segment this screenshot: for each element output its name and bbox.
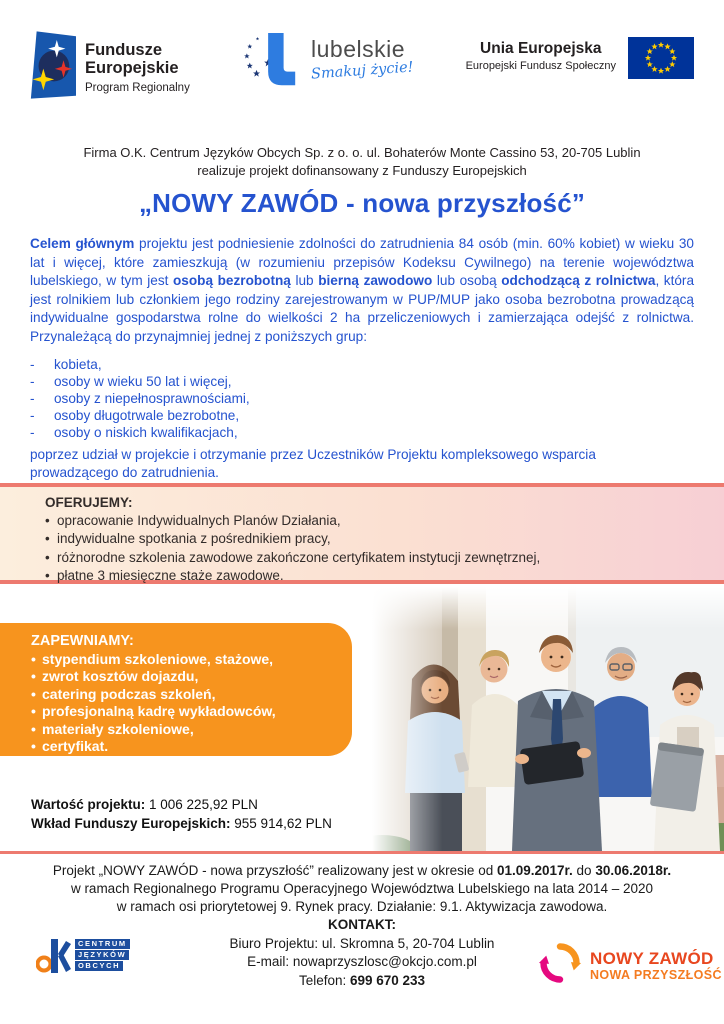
provide-item: [31, 703, 342, 721]
contact-title: KONTAKT:: [328, 917, 396, 932]
bullet-marker: •: [45, 513, 50, 528]
offer-item-label: płatne 3 miesięczne staże zawodowe.: [57, 567, 284, 583]
group-item: [30, 373, 650, 390]
provide-item-label: materiały szkoleniowe,: [42, 720, 194, 737]
offer-item-label: opracowanie Indywidualnych Planów Działania,: [57, 513, 341, 528]
offer-item: [45, 530, 704, 548]
about-seg6: lub osobą: [432, 273, 502, 289]
logo-lubelskie: [243, 31, 414, 98]
bullet-marker: •: [45, 531, 50, 547]
provide-title: ZAPEWNIAMY:: [31, 633, 134, 649]
offer-list: [45, 512, 704, 585]
ok-logo-text: [75, 938, 130, 971]
group-item-label: osoby o niskich kwalifikacjach,: [54, 425, 238, 440]
logo-nowy-zawod: [538, 941, 722, 990]
photo-fade-overlay: [372, 587, 724, 851]
budget-total-value: 1 006 225,92 PLN: [145, 797, 258, 812]
fundusze-title-line1: Fundusze: [85, 41, 162, 59]
about-seg2: projektu jest podniesienie zdolności do zatrudnienia 84 osób (min. 60% kobiet) w wieku 30 lat i więcej, które zamieszkują (w rozumieniu przepisów Kodeksu Cywilnego) na terenie województwa lubelskiego, w tym jest: [30, 236, 694, 289]
offer-item-label: różnorodne szkolenia zawodowe zakończone certyfikatem instytucji zewnętrznej,: [57, 549, 541, 565]
bullet-marker: •: [31, 720, 36, 737]
budget-eu-label: Wkład Funduszy Europejskich:: [31, 816, 231, 831]
lubelskie-name: lubelskie: [311, 36, 405, 62]
axis-line: w ramach osi priorytetowej 9. Rynek pracy. Działanie: 9.1. Aktywizacja zawodowa.: [116, 899, 608, 914]
period-start-date: 01.09.2017r.: [496, 863, 573, 878]
bullet-marker: •: [31, 703, 36, 719]
group-item-label: osoby z niepełnosprawnościami,: [54, 391, 250, 406]
project-period-block: [0, 862, 724, 916]
eu-flag-icon: [628, 37, 694, 84]
group-item: [30, 407, 650, 424]
lubelskie-l-icon: [243, 31, 301, 98]
provide-item-label: stypendium szkoleniowe, stażowe,: [42, 650, 274, 667]
provide-item-label: certyfikat.: [42, 738, 109, 754]
offer-section: [0, 483, 724, 584]
group-item: [30, 424, 650, 441]
fundusze-subtitle: Program Regionalny: [85, 82, 190, 94]
lubelskie-logo-text: [310, 31, 414, 83]
dash-marker: -: [30, 425, 35, 440]
budget-eu-value: 955 914,62 PLN: [230, 816, 332, 831]
bullet-marker: •: [31, 650, 36, 667]
about-seg-bold2: osobą bezrobotną: [173, 273, 291, 289]
provide-item: [31, 738, 342, 756]
provide-item: [31, 686, 342, 704]
group-item: [30, 356, 650, 373]
unia-title: Unia Europejska: [480, 40, 602, 57]
offer-item: [45, 567, 704, 585]
offer-title: OFERUJEMY:: [45, 495, 133, 510]
offer-item: [45, 512, 704, 530]
provide-section: [0, 623, 352, 756]
provide-item: [31, 721, 342, 739]
provide-item-label: catering podczas szkoleń,: [42, 685, 216, 702]
provide-list: [31, 651, 342, 756]
ok-text-line1: CENTRUM: [75, 939, 130, 949]
period-text: Projekt „NOWY ZAWÓD - nowa przyszłość” realizowany jest w okresie od: [52, 863, 497, 878]
group-item: [30, 390, 650, 407]
group-item-label: osoby w wieku 50 lat i więcej,: [54, 374, 232, 389]
footer-divider: [0, 851, 724, 854]
ok-text-line3: OBCYCH: [75, 961, 123, 971]
budget-total-line: [31, 795, 332, 814]
intro-block: [0, 144, 724, 180]
nz-subtitle: NOWA PRZYSZŁOŚĆ: [590, 967, 722, 982]
fundusze-title-line2: Europejskie: [85, 59, 179, 77]
nz-swirl-icon: [538, 941, 582, 990]
dash-marker: -: [30, 391, 35, 406]
logo-ok-centrum: [36, 938, 130, 979]
period-to: do: [572, 863, 596, 878]
page-title: „NOWY ZAWÓD - nowa przyszłość”: [138, 188, 586, 218]
ok-text-line2: JĘZYKÓW: [75, 950, 129, 960]
program-line: w ramach Regionalnego Programu Operacyjnego Województwa Lubelskiego na lata 2014 – 2020: [70, 881, 654, 896]
period-line: [0, 862, 724, 880]
middle-section: [0, 587, 724, 851]
contact-phone-number: 699 670 233: [349, 972, 426, 988]
provide-item-label: zwrot kosztów dojazdu,: [42, 668, 199, 684]
unia-logo-text: [466, 37, 616, 72]
contact-phone-label: Telefon:: [298, 972, 350, 988]
dash-marker: -: [30, 374, 35, 389]
offer-item-label: indywidualne spotkania z pośrednikiem pracy,: [57, 531, 331, 547]
intro-line2: realizuje projekt dofinansowany z Funduszy Europejskich: [197, 163, 527, 178]
about-seg-bold3: bierną zawodowo: [318, 273, 433, 289]
fundusze-flag-icon: [28, 29, 76, 106]
bullet-marker: •: [31, 738, 36, 754]
provide-item: [31, 668, 342, 686]
dash-marker: -: [30, 357, 35, 372]
bullet-marker: •: [31, 685, 36, 702]
bullet-marker: •: [45, 567, 50, 583]
about-seg-bold1: Celem głównym: [30, 236, 135, 251]
lubelskie-tagline: Smakuj życie!: [310, 59, 414, 83]
about-closing: poprzez udział w projekcie i otrzymanie przez Uczestników Projektu kompleksowego wsparcia prowadzącego do zatrudnienia.: [30, 447, 596, 480]
provide-item: [31, 651, 342, 669]
bullet-marker: •: [45, 549, 50, 565]
bullet-marker: •: [31, 668, 36, 684]
unia-subtitle: Europejski Fundusz Społeczny: [465, 60, 616, 72]
target-groups-list: [30, 356, 650, 441]
intro-line1: Firma O.K. Centrum Języków Obcych Sp. z o. o. ul. Bohaterów Monte Cassino 53, 20-705 Lublin: [83, 145, 641, 160]
group-item-label: osoby długotrwale bezrobotne,: [54, 408, 240, 423]
nz-logo-text: [590, 949, 722, 983]
about-seg4: lub: [290, 273, 319, 289]
budget-block: [31, 795, 332, 833]
logo-fundusze-europejskie: [28, 29, 190, 106]
offer-item: [45, 549, 704, 567]
contact-email: E-mail: nowaprzyszlosc@okcjo.com.pl: [247, 954, 477, 969]
budget-total-label: Wartość projektu:: [31, 797, 146, 812]
about-seg8: , która jest rolnikiem lub członkiem jego rodziny zarejestrowanym w PUP/MUP jako osoba bezrobotna prowadzącą indywidualne gospodarstwa rolne do wielkości 2 ha przeliczeniowych i zamierzająca odejść z rolnictwa. Przynależącą do przynajmniej jednej z poniższych grup:: [30, 273, 695, 344]
logo-unia-europejska: [466, 37, 694, 84]
budget-eu-line: [31, 814, 332, 833]
about-paragraph: [30, 235, 694, 347]
period-end-date: 30.06.2018r.: [595, 863, 672, 878]
nz-title: NOWY ZAWÓD: [590, 948, 714, 968]
dash-marker: -: [30, 408, 35, 423]
fundusze-logo-text: [85, 29, 190, 94]
ok-mark-icon: [36, 938, 72, 979]
provide-item-label: profesjonalną kadrę wykładowców,: [42, 703, 276, 719]
about-seg-bold4: odchodzącą z rolnictwa: [501, 273, 656, 289]
team-photo: [372, 587, 724, 851]
contact-office: Biuro Projektu: ul. Skromna 5, 20-704 Lublin: [229, 935, 495, 951]
group-item-label: kobieta,: [54, 357, 102, 372]
